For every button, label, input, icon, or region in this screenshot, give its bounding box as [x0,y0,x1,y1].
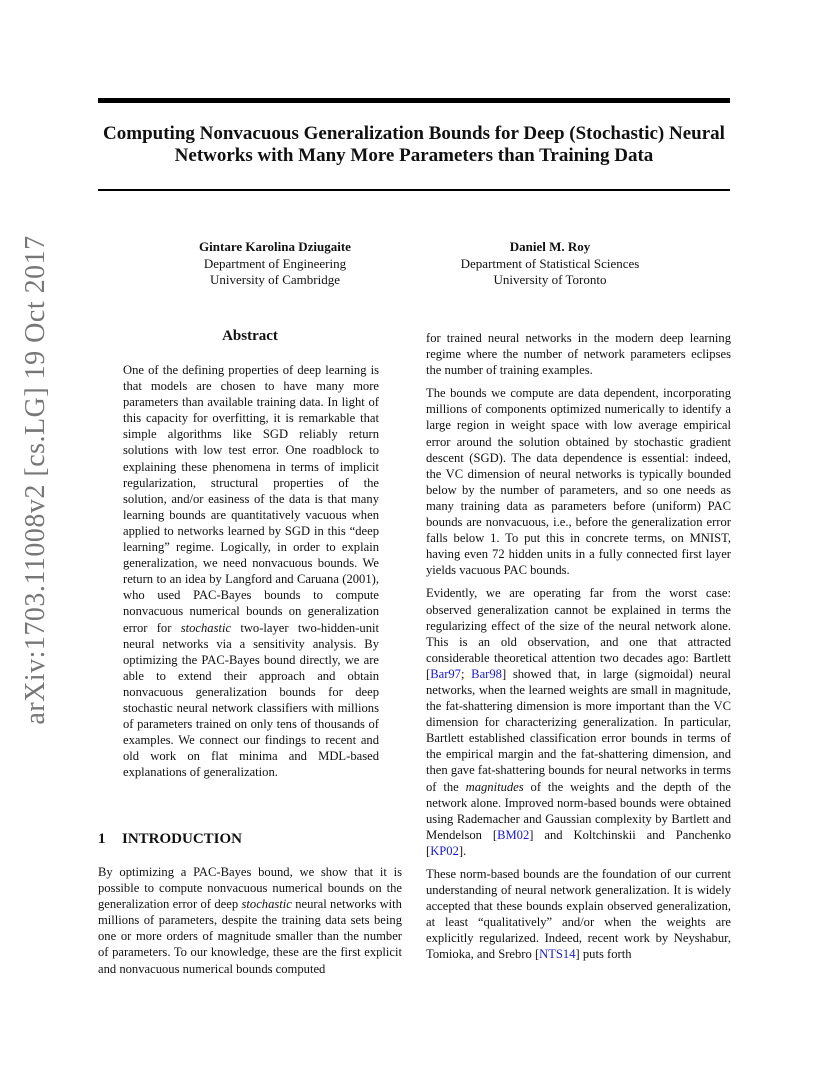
abstract-heading: Abstract [222,328,278,344]
author-name: Gintare Karolina Dziugaite [199,239,351,254]
author-department: Department of Statistical Sciences [460,255,640,271]
author-institution: University of Toronto [493,272,607,287]
citation-link[interactable]: KP02 [430,843,459,858]
author-block-2 [425,239,675,289]
arxiv-stamp: arXiv:1703.11008v2 [cs.LG] 19 Oct 2017 [20,235,51,725]
citation-link[interactable]: BM02 [497,827,530,842]
body-paragraph: Evidently, we are operating far from the worst case: observed generalization cannot be explained in terms the regularizing effect of the size of the neural network alone. This is an old observation, and one that attracted considerable theoretical attention two decades ago: Bartlett [Bar97; Bar98] showed that, in large (sigmoidal) neural networks, when the learned weights are small in magnitude, the fat-shattering dimension is more important than the VC dimension for characterizing generalization. In particular, Bartlett established classification error bounds in terms of the empirical margin and the fat-shattering dimension, and then gave fat-shattering bounds for neural networks in terms of the magnitudes of the weights and the depth of the network alone. Improved norm-based bounds were obtained using Rademacher and Gaussian complexity by Bartlett and Mendelson [BM02] and Koltchinskii and Panchenko [KP02]. [426,586,731,858]
section-heading-introduction [98,831,242,848]
title-line-2: Networks with Many More Parameters than Training Data [174,145,654,166]
citation-link[interactable]: NTS14 [539,947,576,962]
title-top-rule [98,98,730,103]
emphasis: stochastic [180,620,232,635]
section-number: 1 [98,831,106,847]
title-line-1: Computing Nonvacuous Generalization Bounds for Deep (Stochastic) Neural [103,123,725,144]
right-column [426,330,731,970]
body-paragraph: These norm-based bounds are the foundation of our current understanding of neural network generalization. It is widely accepted that these bounds explain observed generalization, at least “qualitatively” and/or when the weights are explicitly regularized. Indeed, recent work by Neyshabur, Tomioka, and Srebro [NTS14] puts forth [426,867,731,962]
body-paragraph: The bounds we compute are data dependent, incorporating millions of components optimized numerically to identify a large region in weight space with low average empirical error around the solution obtained by stochastic gradient descent (SGD). The data dependence is essential: indeed, the VC dimension of neural networks is typically bounded below by the number of parameters, and so one needs as many training data as parameters before (uniform) PAC bounds are nonvacuous, i.e., before the generalization error falls below 1. To put this in concrete terms, on MNIST, having even 72 hidden units in a fully connected first layer yields vacuous PAC bounds. [426,386,731,578]
citation-link[interactable]: Bar97 [430,666,461,681]
author-name: Daniel M. Roy [509,239,591,254]
emphasis: stochastic [241,897,292,912]
body-paragraph: for trained neural networks in the modern deep learning regime where the number of network parameters eclipses the number of training examples. [426,331,731,378]
author-institution: University of Cambridge [210,272,340,287]
citation-link[interactable]: Bar98 [471,666,502,681]
emphasis: magnitudes [465,779,524,794]
intro-paragraph: By optimizing a PAC-Bayes bound, we show that it is possible to compute nonvacuous numerical bounds on the generalization error of deep stochastic neural networks with millions of parameters, despite the training data sets being one or more orders of magnitude smaller than the number of parameters. To our knowledge, these are the first explicit and nonvacuous numerical bounds computed [98,865,402,976]
paper-title [90,123,738,167]
author-department: Department of Engineering [203,255,347,271]
title-bottom-rule [98,189,730,191]
abstract-paragraph: One of the defining properties of deep learning is that models are chosen to have many more parameters than available training data. In light of this capacity for overfitting, it is remarkable that simple algorithms like SGD reliably return solutions with low test error. One roadblock to explaining these phenomena in terms of implicit regularization, structural properties of the solution, and/or easiness of the data is that many learning bounds are quantitatively vacuous when applied to networks learned by SGD in this “deep learning” regime. Logically, in order to explain generalization, we need nonvacuous bounds. We return to an idea by Langford and Caruana (2001), who used PAC-Bayes bounds to compute nonvacuous numerical bounds on generalization error for stochastic two-layer two-hidden-unit neural networks via a sensitivity analysis. By optimizing the PAC-Bayes bound directly, we are able to extend their approach and obtain nonvacuous generalization bounds for deep stochastic neural network classifiers with millions of parameters trained on only tens of thousands of examples. We connect our findings to recent and old work on flat minima and MDL-based explanations of generalization. [123,363,379,780]
author-block-1 [150,239,400,289]
section-title: INTRODUCTION [122,831,243,847]
